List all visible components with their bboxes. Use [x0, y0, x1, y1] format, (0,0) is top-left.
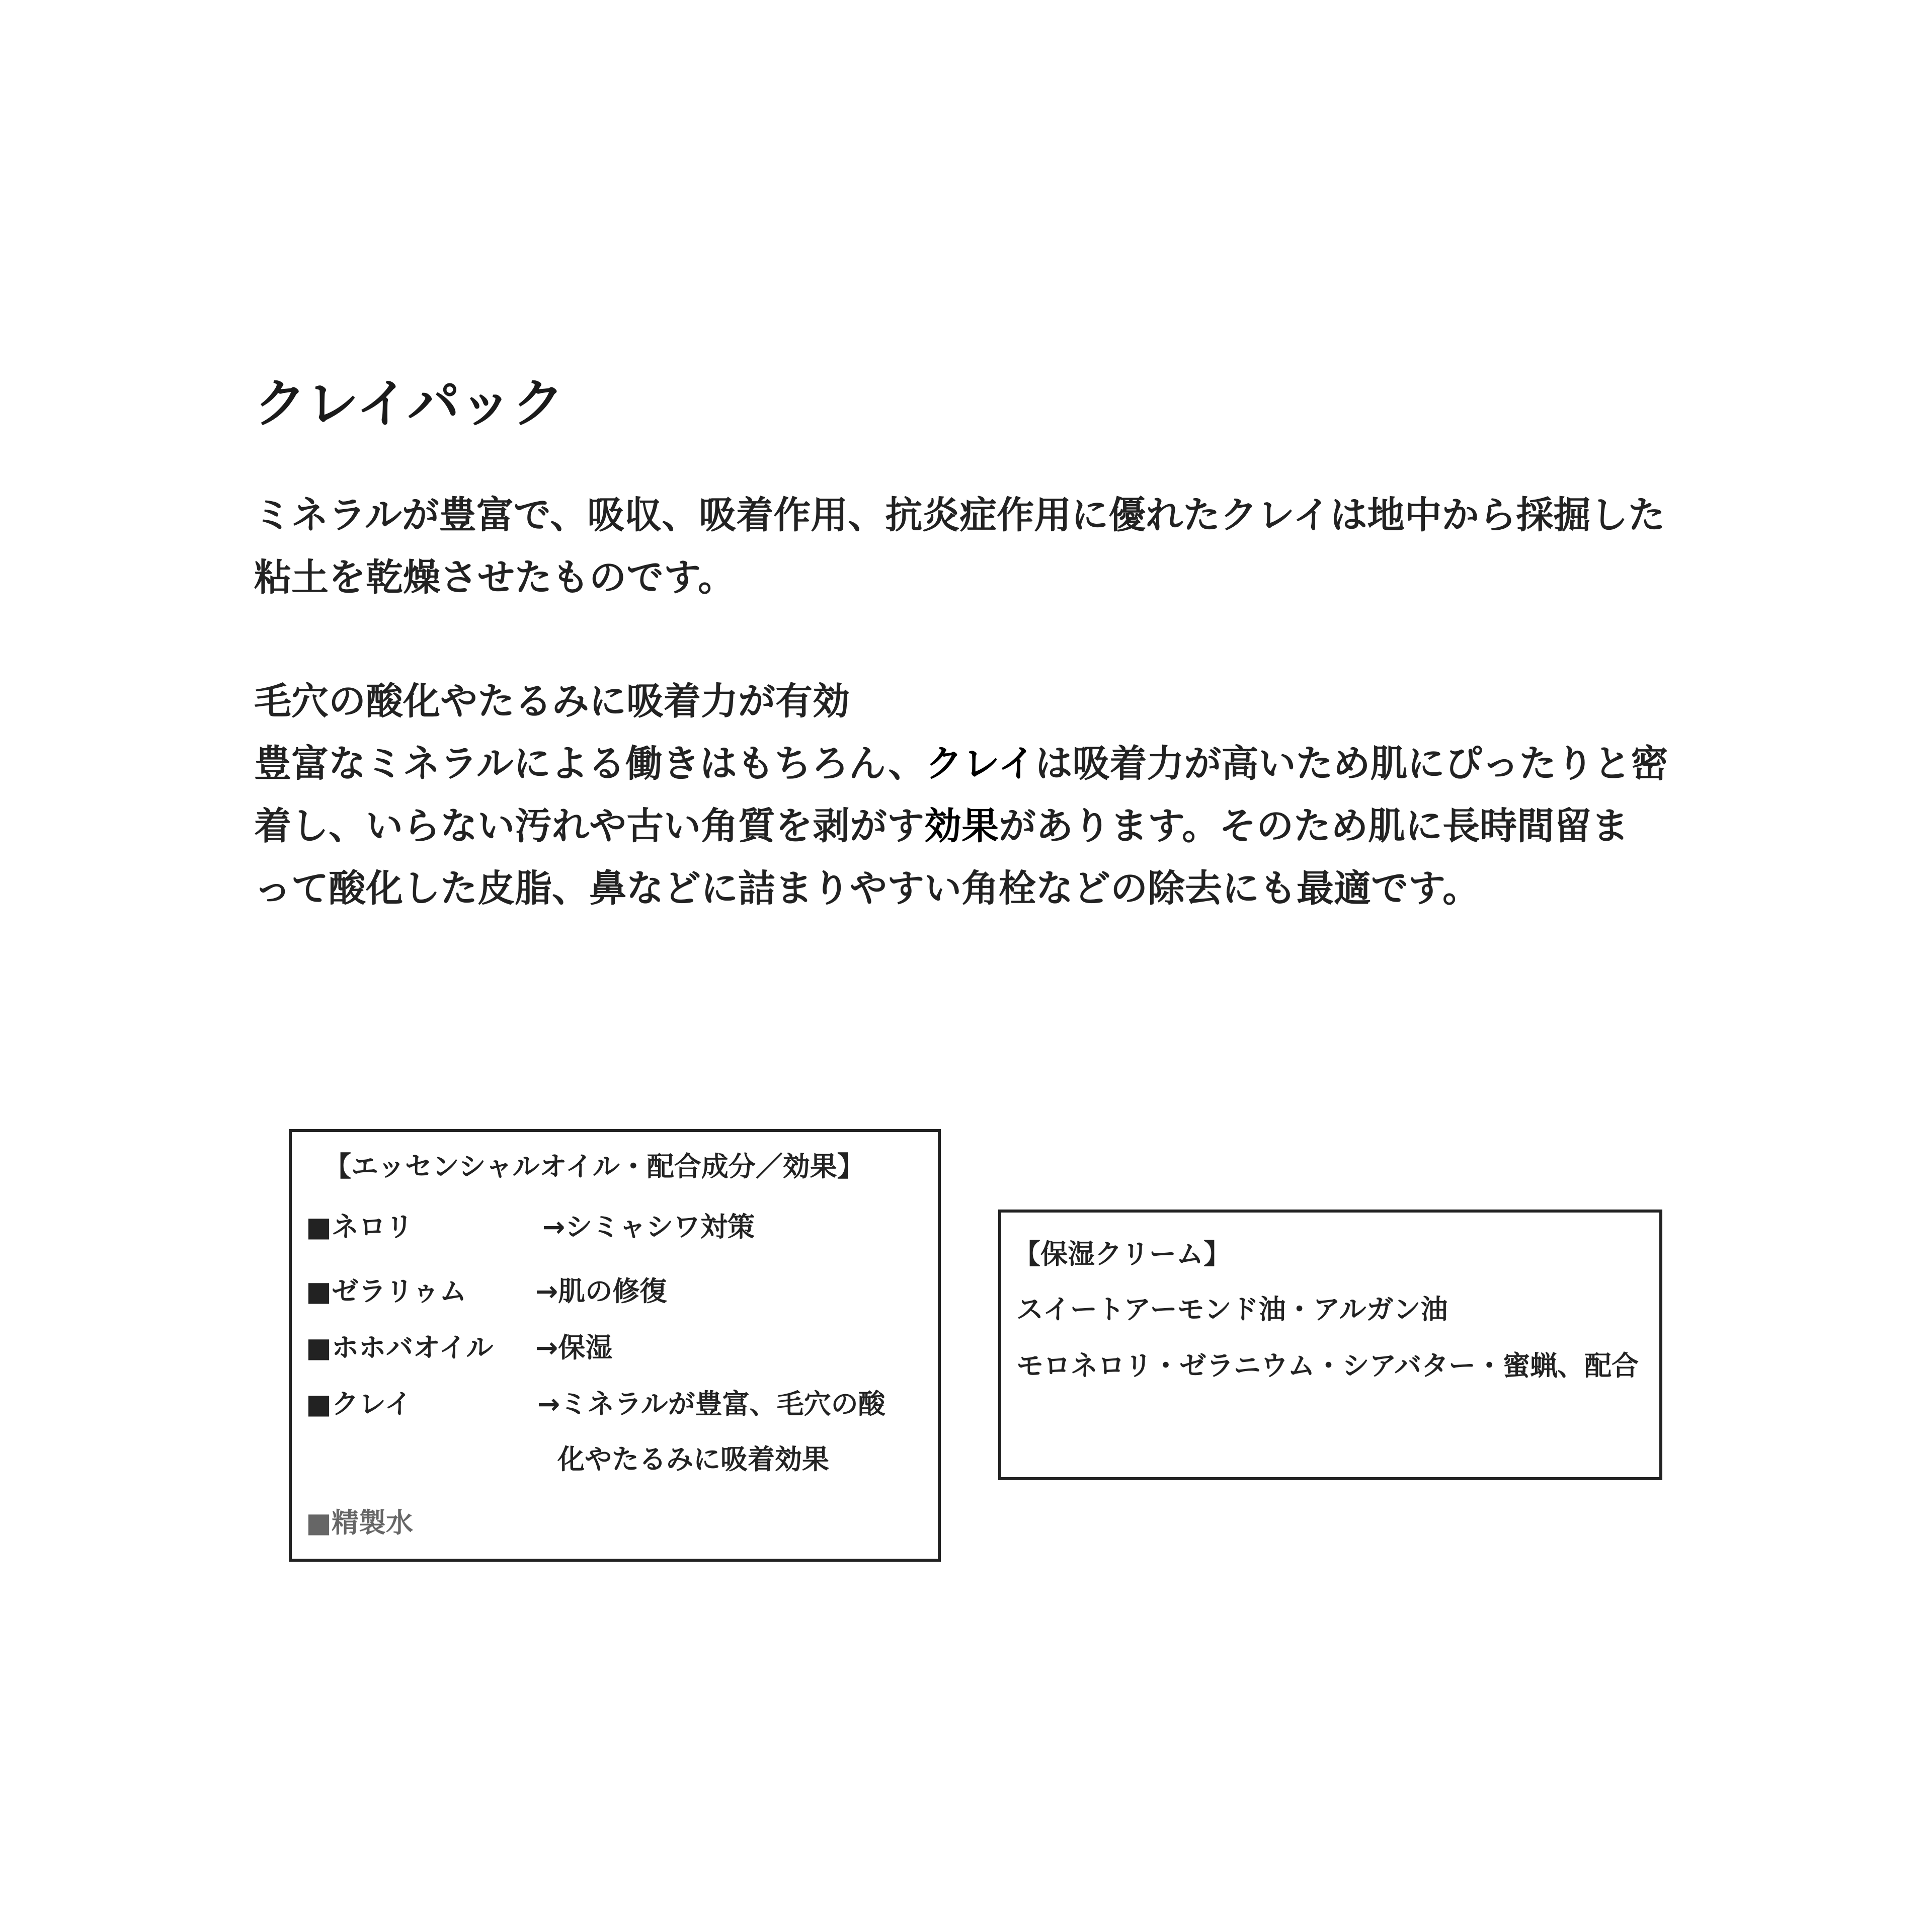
ingredient-effect: →保湿: [535, 1332, 613, 1363]
detail-emphasis-clay: クレイ: [925, 742, 1035, 785]
detail-line-2-c: は吸着力が高いため肌にぴったりと密: [1035, 742, 1668, 785]
detail-emphasis-effect: 効果: [924, 804, 999, 848]
detail-line-3: [254, 795, 1668, 857]
ingredient-name: ■ホホバオイル: [306, 1332, 494, 1363]
detail-line-1: 毛穴の酸化やたるみに吸着力が有効: [254, 680, 850, 723]
detail-line-4: って酸化した皮脂、鼻などに詰まりやすい角栓などの除去にも最適です。: [254, 867, 1480, 910]
ingredient-effect: →ミネラルが豊富、毛穴の酸: [537, 1388, 886, 1420]
cream-line-2: モロネロリ・ゼラニウム・シアバター・蜜蝋、配合: [1016, 1350, 1639, 1382]
page-title: クレイパック: [254, 373, 565, 434]
detail-paragraph: [254, 670, 1668, 920]
ingredients-box: [289, 1129, 941, 1562]
ingredient-effect-continued: 化やたるみに吸着効果: [557, 1443, 829, 1475]
ingredient-name: ■ゼラリゥム: [306, 1275, 467, 1307]
detail-line-2: [254, 733, 1668, 795]
ingredients-heading: 【エッセンシャルオイル・配合成分／効果】: [324, 1151, 864, 1182]
detail-line-3-c: があります。そのため肌に長時間留ま: [999, 804, 1629, 848]
cream-line-1: スイートアーモンド油・アルガン油: [1016, 1294, 1448, 1325]
cream-heading: 【保湿クリーム】: [1013, 1238, 1231, 1270]
ingredient-effect: →肌の修復: [535, 1275, 667, 1307]
detail-line-2-a: 豊富なミネラルによる働きはもちろん、: [254, 742, 926, 785]
ingredient-name: ■精製水: [306, 1507, 414, 1539]
intro-paragraph: [254, 484, 1665, 609]
intro-line-1: ミネラルが豊富で、吸収、吸着作用、抗炎症作用に優れたクレイは地中から採掘した: [254, 494, 1665, 537]
ingredient-effect: →シミャシワ対策: [542, 1211, 755, 1243]
intro-line-2: 粘土を乾燥させたものです。: [254, 556, 736, 599]
ingredient-name: ■ネロリ: [306, 1211, 414, 1243]
moisture-cream-box: [998, 1210, 1662, 1480]
ingredient-name: ■クレイ: [306, 1388, 412, 1420]
detail-line-3-a: 着し、いらない汚れや古い角質を剥がす: [254, 804, 924, 848]
